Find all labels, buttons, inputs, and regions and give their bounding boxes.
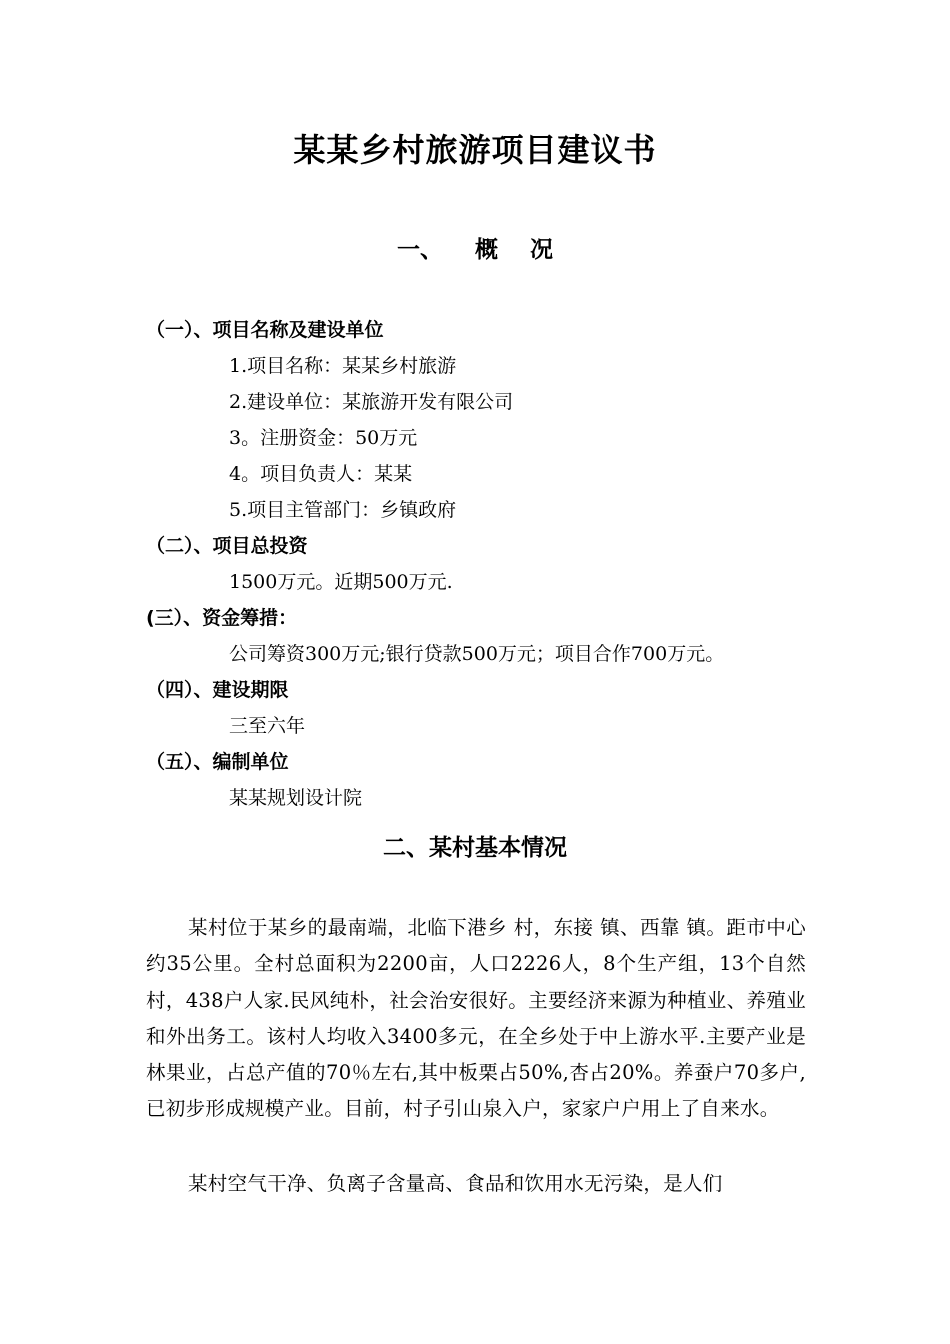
item-project-name: 1.项目名称：某某乡村旅游 [229,355,457,377]
subsection-heading-project-name: （一）、项目名称及建设单位 [146,319,384,341]
subsection-heading-funding: (三）、资金筹措： [146,607,298,629]
period-text: 三至六年 [229,715,306,737]
funding-text: 公司筹资300万元;银行贷款500万元；项目合作700万元。 [229,643,725,665]
section-heading-village-basics: 二、某村基本情况 [383,835,567,861]
item-builder: 2.建设单位：某旅游开发有限公司 [229,391,514,413]
subsection-heading-compiler: （五）、编制单位 [146,751,289,773]
document-title: 某某乡村旅游项目建议书 [293,131,657,169]
compiler-text: 某某规划设计院 [229,787,363,809]
section-heading-overview: 一、 概 况 [396,237,554,263]
item-registered-capital: 3。注册资金：50万元 [229,427,418,449]
subsection-heading-period: （四）、建设期限 [146,679,289,701]
item-supervising-dept: 5.项目主管部门：乡镇政府 [229,499,457,521]
item-project-leader: 4。项目负责人：某某 [229,463,413,485]
investment-text: 1500万元。近期500万元. [229,571,453,593]
paragraph-village-intro: 某村位于某乡的最南端，北临下港乡 村，东接 镇、西靠 镇。距市中心约35公里。全村总面积为2200亩，人口2226人，8个生产组，13个自然村，438户人家.民风纯朴，社会治安很好。主要经济来源为种植业、养殖业和外出务工。该村人均收入3400多元，在全乡处于中上游水平.主要产业是林果业，占总产值的70％左右,其中板栗占50%,杏占20%。养蚕户70多户,已初步形成规模产业。目前，村子引山泉入户，家家户户用上了自来水。 [146,916,806,1121]
subsection-heading-investment: （二）、项目总投资 [146,535,308,557]
paragraph-village-environment: 某村空气干净、负离子含量高、食品和饮用水无污染，是人们 [188,1172,723,1195]
